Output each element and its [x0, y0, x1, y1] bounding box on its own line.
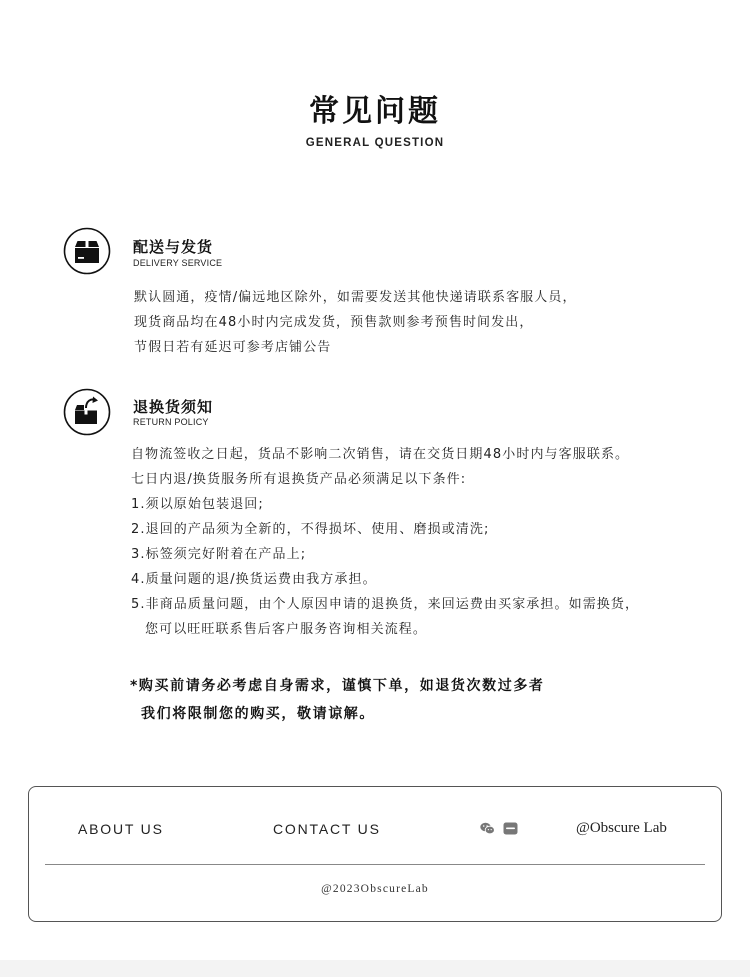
- return-box-icon: [63, 388, 111, 436]
- returns-subtitle: RETURN POLICY: [133, 417, 209, 427]
- delivery-line: 默认圆通，疫情/偏远地区除外，如需要发送其他快递请联系客服人员，: [134, 290, 577, 305]
- about-us-link[interactable]: ABOUT US: [78, 821, 164, 837]
- delivery-text: [134, 285, 577, 360]
- notice-line: 我们将限制您的购买，敬请谅解。: [141, 706, 375, 722]
- notice-line: *购买前请务必考虑自身需求，谨慎下单，如退货次数过多者: [130, 678, 545, 694]
- returns-line: 2.退回的产品须为全新的，不得损坏、使用、磨损或清洗;: [131, 522, 490, 537]
- returns-line: 5.非商品质量问题，由个人原因申请的退换货，来回运费由买家承担。如需换货，: [131, 597, 640, 612]
- footer-panel: [28, 786, 722, 922]
- contact-us-link[interactable]: CONTACT US: [273, 821, 381, 837]
- returns-text: [131, 442, 639, 642]
- footer-divider: [45, 864, 705, 865]
- page-bottom-strip: [0, 960, 750, 977]
- wechat-icon[interactable]: [480, 822, 495, 835]
- delivery-line: 现货商品均在48小时内完成发货，预售款则参考预售时间发出，: [134, 315, 534, 330]
- delivery-title: 配送与发货: [133, 238, 214, 256]
- delivery-subtitle: DELIVERY SERVICE: [133, 258, 223, 268]
- returns-line: 七日内退/换货服务所有退换货产品必须满足以下条件:: [131, 472, 467, 487]
- returns-line: 3.标签须完好附着在产品上;: [131, 547, 307, 562]
- page-subtitle: GENERAL QUESTION: [305, 137, 445, 149]
- page-title: 常见问题: [309, 94, 441, 129]
- brand-handle[interactable]: @Obscure Lab: [576, 820, 667, 836]
- returns-line: 您可以旺旺联系售后客户服务咨询相关流程。: [145, 622, 428, 637]
- copyright-text: @2023ObscureLab: [321, 883, 429, 895]
- package-box-icon: [63, 227, 111, 275]
- returns-line: 4.质量问题的退/换货运费由我方承担。: [131, 572, 377, 587]
- returns-line: 自物流签收之日起，货品不影响二次销售，请在交货日期48小时内与客服联系。: [131, 447, 630, 462]
- returns-line: 1.须以原始包装退回;: [131, 497, 264, 512]
- returns-title: 退换货须知: [133, 398, 214, 416]
- purchase-notice: [130, 672, 545, 728]
- delivery-line: 节假日若有延迟可参考店铺公告: [134, 340, 332, 355]
- shop-icon[interactable]: [503, 822, 518, 835]
